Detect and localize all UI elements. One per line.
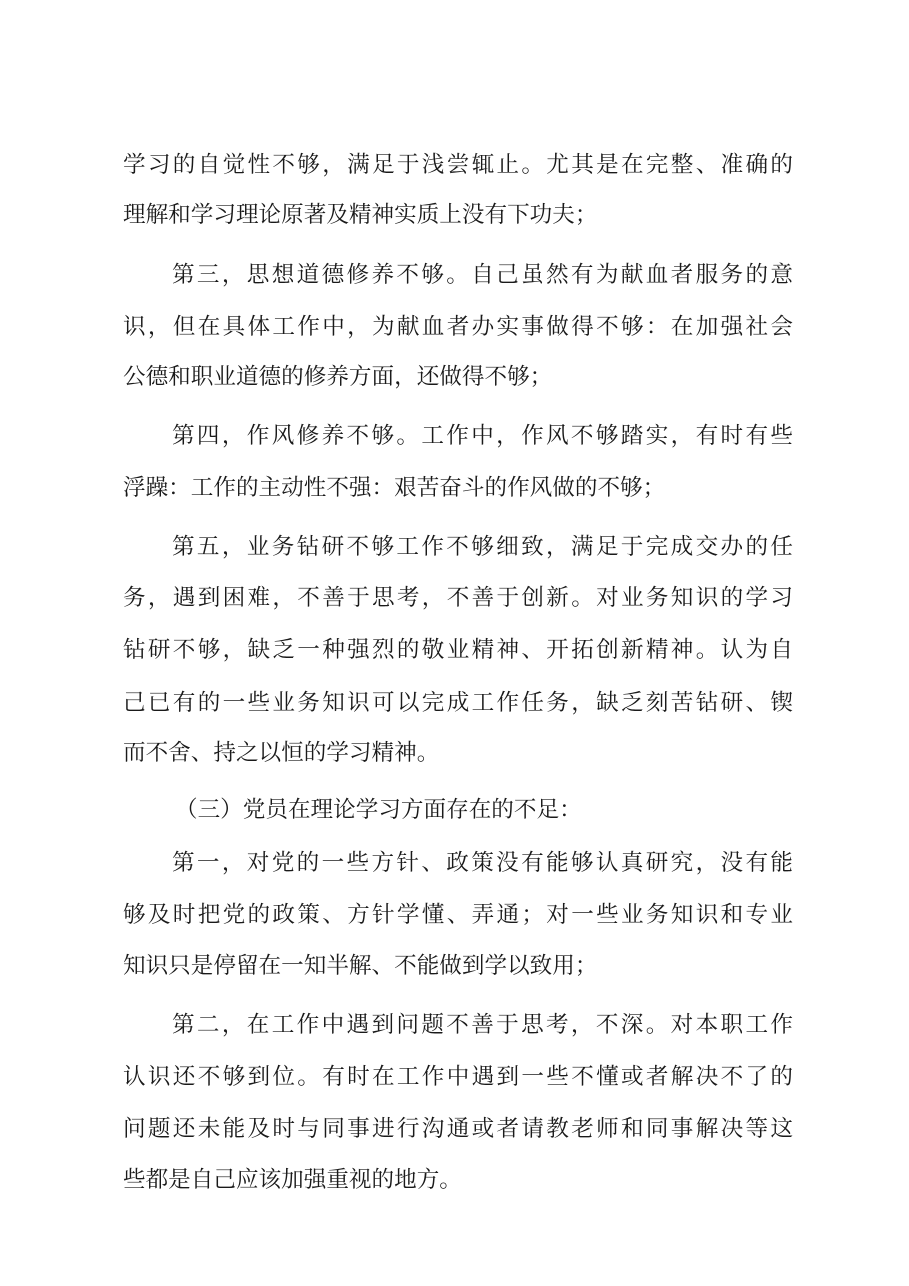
paragraph-line: 第一，对党的一些方针、政策没有能够认真研究，没有能	[172, 850, 793, 876]
text-line: 而不舍、持之以恒的学习精神。	[123, 740, 440, 766]
text-line: 己已有的一些业务知识可以完成工作任务，缺乏刻苦钻研、锲	[123, 690, 793, 716]
text-line: 够及时把党的政策、方针学懂、弄通；对一些业务知识和专业	[123, 902, 793, 928]
text-line: 务，遇到困难，不善于思考，不善于创新。对业务知识的学习	[123, 585, 793, 611]
paragraph-line: 第四，作风修养不够。工作中，作风不够踏实，有时有些	[172, 423, 793, 449]
paragraph-line: 第三，思想道德修养不够。自己虽然有为献血者服务的意	[172, 262, 793, 288]
text-line: 些都是自己应该加强重视的地方。	[123, 1167, 462, 1193]
text-line: 问题还未能及时与同事进行沟通或者请教老师和同事解决等这	[123, 1116, 793, 1142]
paragraph-line: 第二，在工作中遇到问题不善于思考，不深。对本职工作	[172, 1012, 793, 1038]
text-line: 识，但在具体工作中，为献血者办实事做得不够：在加强社会	[123, 314, 793, 340]
text-line: 钻研不够，缺乏一种强烈的敬业精神、开拓创新精神。认为自	[123, 637, 793, 663]
text-line: 公德和职业道德的修养方面，还做得不够；	[123, 364, 553, 390]
text-line: 知识只是停留在一知半解、不能做到学以致用；	[123, 953, 598, 979]
text-line: 理解和学习理论原著及精神实质上没有下功夫；	[123, 202, 598, 228]
text-line: 浮躁：工作的主动性不强：艰苦奋斗的作风做的不够；	[123, 475, 666, 501]
section-heading: （三）党员在理论学习方面存在的不足：	[175, 797, 582, 823]
paragraph-line: 第五，业务钻研不够工作不够细致，满足于完成交办的任	[172, 534, 793, 560]
text-line: 学习的自觉性不够，满足于浅尝辄止。尤其是在完整、准确的	[123, 152, 793, 178]
text-line: 认识还不够到位。有时在工作中遇到一些不懂或者解决不了的	[123, 1064, 793, 1090]
